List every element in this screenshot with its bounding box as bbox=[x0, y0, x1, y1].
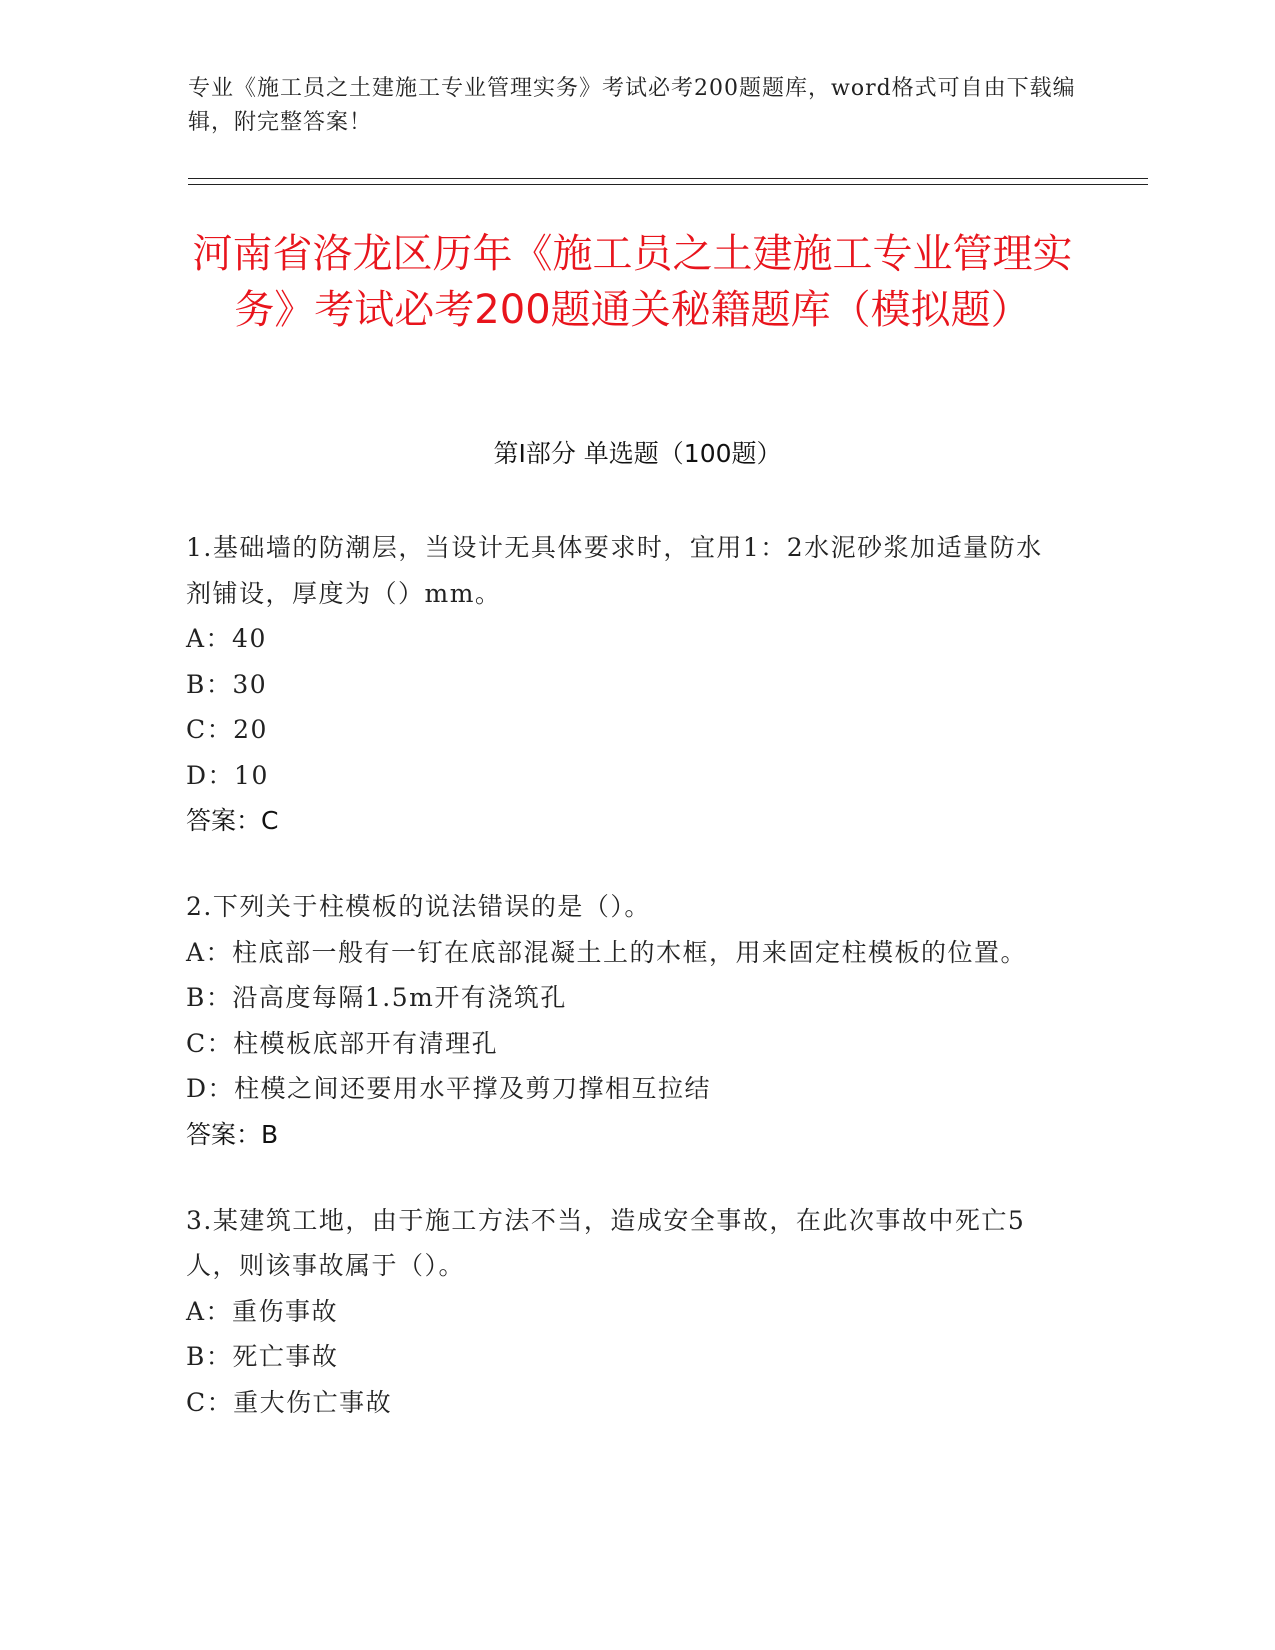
question-stem: 1.基础墙的防潮层，当设计无具体要求时，宜用1：2水泥砂浆加适量防水剂铺设，厚度为（）mm。 bbox=[186, 533, 1043, 608]
section-heading: 第Ⅰ部分 单选题（100题） bbox=[493, 439, 782, 468]
option-a: A：柱底部一般有一钉在底部混凝土上的木框，用来固定柱模板的位置。 bbox=[186, 937, 1028, 967]
question-stem: 3.某建筑工地，由于施工方法不当，造成安全事故，在此次事故中死亡5人，则该事故属于（）。 bbox=[186, 1205, 1026, 1280]
option-c: C：重大伤亡事故 bbox=[186, 1387, 393, 1417]
answer-line: 答案：C bbox=[186, 806, 279, 835]
question-list bbox=[186, 525, 1066, 1465]
answer-line: 答案：B bbox=[186, 1119, 279, 1149]
option-b: B：沿高度每隔1.5m开有浇筑孔 bbox=[186, 983, 567, 1012]
option-c: C：20 bbox=[186, 715, 268, 744]
option-a: A：重伤事故 bbox=[186, 1296, 339, 1326]
question-2 bbox=[186, 884, 1066, 1158]
option-d: D：10 bbox=[186, 760, 269, 790]
option-d: D：柱模之间还要用水平撑及剪刀撑相互拉结 bbox=[186, 1074, 712, 1103]
question-1 bbox=[186, 525, 1066, 844]
header-divider-bottom bbox=[188, 184, 1148, 185]
option-a: A：40 bbox=[186, 624, 267, 653]
option-b: B：死亡事故 bbox=[186, 1342, 339, 1371]
option-c: C：柱模板底部开有清理孔 bbox=[186, 1028, 499, 1058]
document-title: 河南省洛龙区历年《施工员之土建施工专业管理实务》考试必考200题通关秘籍题库（模拟题） bbox=[192, 231, 1073, 333]
option-b: B：30 bbox=[186, 669, 268, 699]
header-note: 专业《施工员之土建施工专业管理实务》考试必考200题题库，word格式可自由下载编辑，附完整答案！ bbox=[188, 76, 1076, 135]
question-3 bbox=[186, 1198, 1066, 1426]
question-stem: 2.下列关于柱模板的说法错误的是（）。 bbox=[186, 892, 651, 921]
header-divider-top bbox=[188, 178, 1148, 179]
